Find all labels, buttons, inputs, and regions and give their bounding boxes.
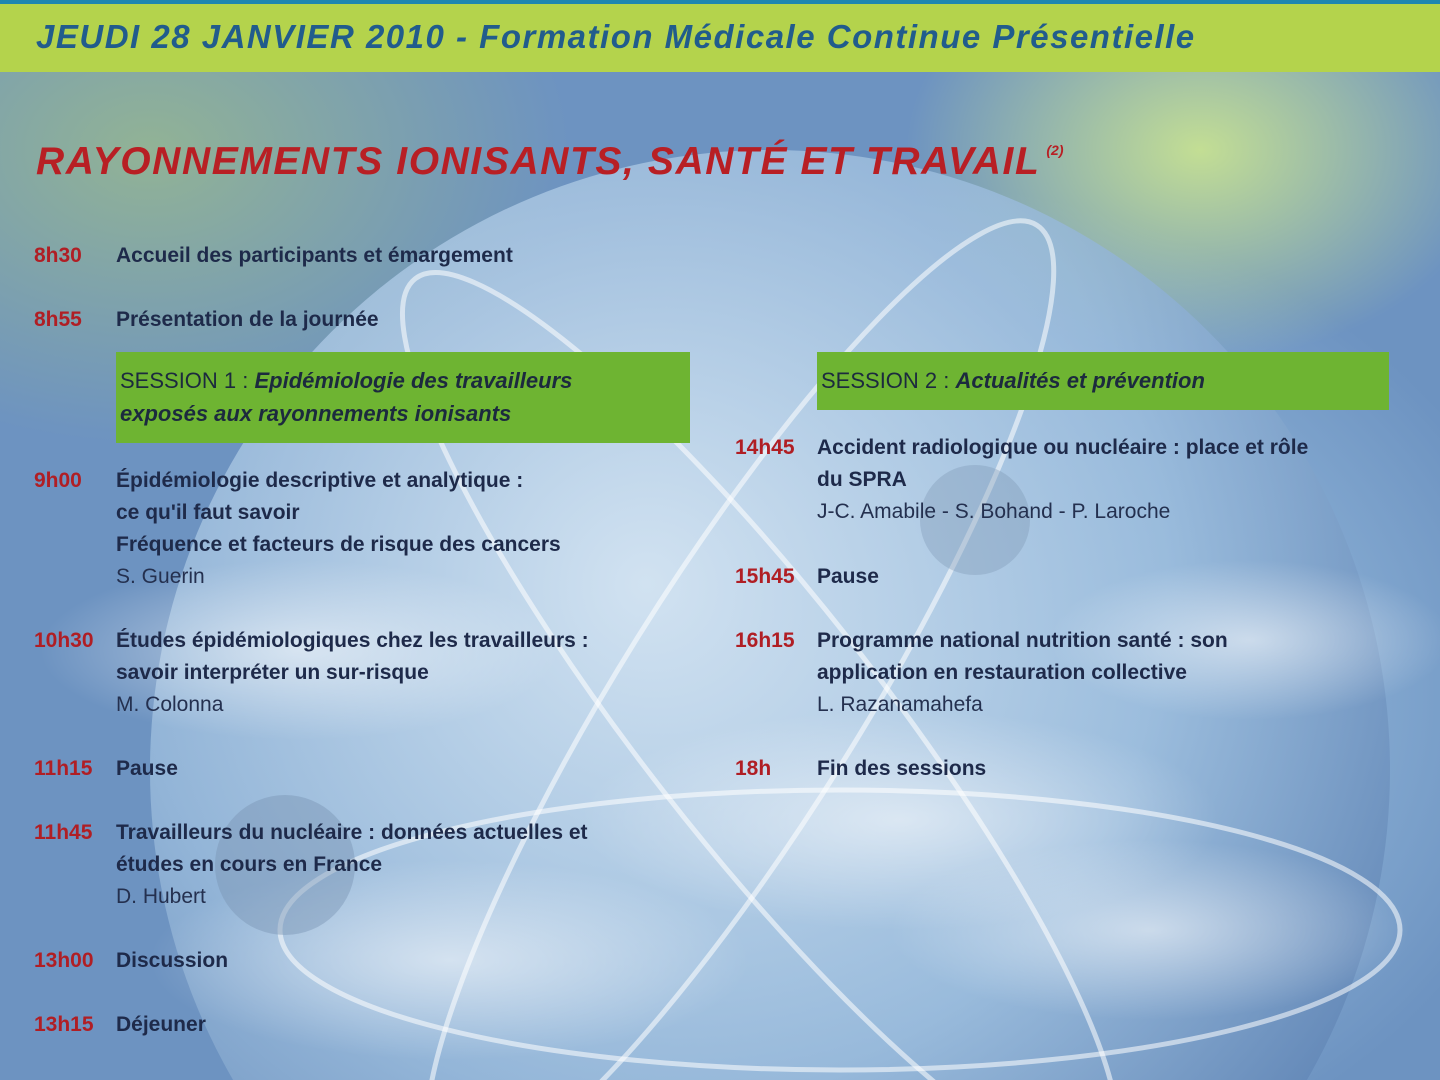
schedule-time: 18h [735,757,772,780]
schedule-label: savoir interpréter un sur-risque [116,661,429,684]
session-2-title: Actualités et prévention [955,368,1205,393]
schedule-label: ce qu'il faut savoir [116,501,300,524]
session-2-label: SESSION 2 : [821,368,956,393]
page-title-text: RAYONNEMENTS IONISANTS, SANTÉ ET TRAVAIL [36,140,1041,183]
schedule-label: Pause [817,565,879,588]
speaker-name: L. Razanamahefa [817,693,983,716]
header-banner [0,0,1440,72]
session-1-header [116,352,690,443]
speaker-name: D. Hubert [116,885,206,908]
session-1-title-line2: exposés aux rayonnements ionisants [120,401,512,426]
schedule-label: application en restauration collective [817,661,1187,684]
schedule-label: Accident radiologique ou nucléaire : place et rôle [817,436,1309,459]
schedule-label: Déjeuner [116,1013,206,1036]
schedule-label: Études épidémiologiques chez les travailleurs : [116,629,589,652]
schedule-label: Pause [116,757,178,780]
schedule-label: Discussion [116,949,229,972]
schedule-label: Présentation de la journée [116,308,379,331]
schedule-label: Épidémiologie descriptive et analytique : [116,469,524,492]
session-1-label: SESSION 1 : [120,368,255,393]
speaker-name: S. Guerin [116,565,205,588]
session-2-header [817,352,1389,410]
title-footnote: (2) [1046,142,1064,158]
speaker-name: M. Colonna [116,693,224,716]
schedule-time: 11h45 [34,821,93,844]
schedule-time: 15h45 [735,565,795,588]
schedule-time: 10h30 [34,629,94,652]
schedule-label: Programme national nutrition santé : son [817,629,1228,652]
page-title [36,140,1064,184]
banner-title: JEUDI 28 JANVIER 2010 - Formation Médicale Continue Présentielle [36,18,1196,55]
schedule-time: 13h15 [34,1013,94,1036]
schedule-time: 8h30 [34,244,82,267]
session-1-title-line1: Epidémiologie des travailleurs [254,368,573,393]
schedule-time: 13h00 [34,949,94,972]
schedule-time: 16h15 [735,629,795,652]
schedule-label: Travailleurs du nucléaire : données actuelles et [116,821,588,844]
schedule-label: Fin des sessions [817,757,987,780]
schedule-time: 14h45 [735,436,795,459]
schedule-time: 9h00 [34,469,82,492]
schedule-time: 11h15 [34,757,93,780]
schedule-label: Accueil des participants et émargement [116,244,513,267]
schedule-label: Fréquence et facteurs de risque des cancers [116,533,561,556]
schedule-label: études en cours en France [116,853,383,876]
schedule-time: 8h55 [34,308,82,331]
speaker-name: J-C. Amabile - S. Bohand - P. Laroche [817,500,1171,523]
schedule-label: du SPRA [817,468,907,491]
